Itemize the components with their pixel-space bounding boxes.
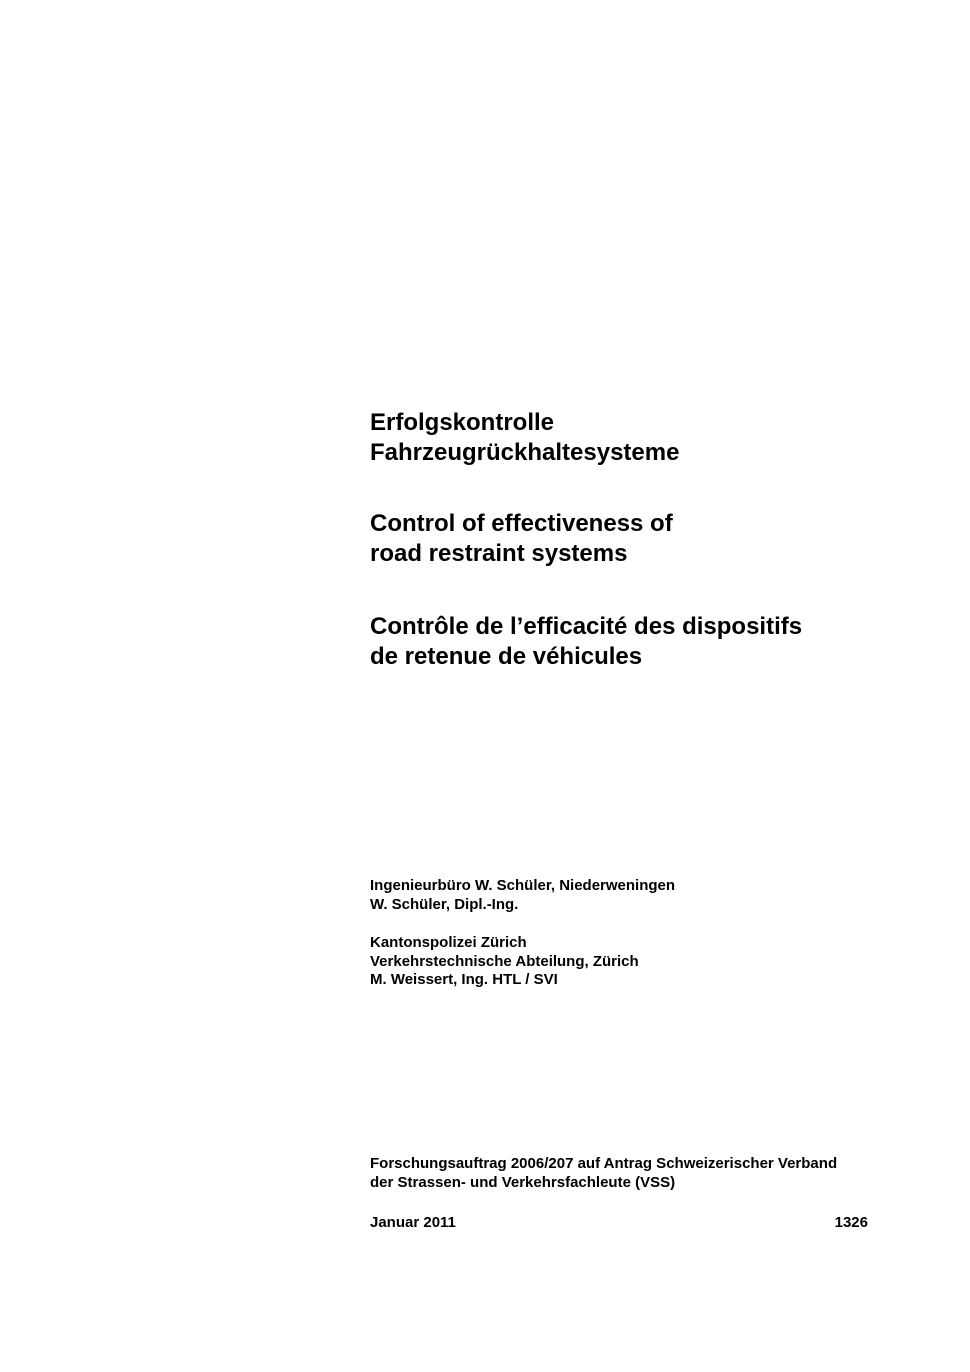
title-french-line-1: Contrôle de l’efficacité des dispositifs — [370, 613, 803, 640]
author-firm-2-line-3: M. Weissert, Ing. HTL / SVI — [370, 971, 558, 988]
title-english — [370, 509, 930, 569]
title-english-line-2: road restraint systems — [370, 540, 628, 567]
author-firm-1-line-2: W. Schüler, Dipl.-Ing. — [370, 895, 519, 913]
title-french — [370, 612, 930, 672]
author-block-cantonal-police — [370, 934, 930, 990]
report-number: 1326 — [834, 1214, 868, 1231]
research-commission-line-1: Forschungsauftrag 2006/207 auf Antrag Schweizerischer Verband — [370, 1155, 838, 1172]
footer-row — [370, 1214, 868, 1233]
title-french-line-2: de retenue de véhicules — [370, 643, 643, 670]
author-firm-2-line-1: Kantonspolizei Zürich — [370, 934, 527, 951]
title-german-line-2: Fahrzeugrückhaltesysteme — [370, 439, 680, 466]
research-commission-line-2: der Strassen- und Verkehrsfachleute (VSS) — [370, 1173, 676, 1191]
author-firm-2-line-2: Verkehrstechnische Abteilung, Zürich — [370, 952, 639, 970]
title-german-line-1: Erfolgskontrolle — [370, 409, 555, 436]
author-block-engineering-office — [370, 877, 930, 914]
title-german — [370, 408, 930, 468]
author-firm-1-line-1: Ingenieurbüro W. Schüler, Niederweningen — [370, 877, 676, 894]
publication-date: Januar 2011 — [370, 1214, 456, 1231]
research-commission — [370, 1155, 930, 1192]
title-english-line-1: Control of effectiveness of — [370, 510, 673, 537]
